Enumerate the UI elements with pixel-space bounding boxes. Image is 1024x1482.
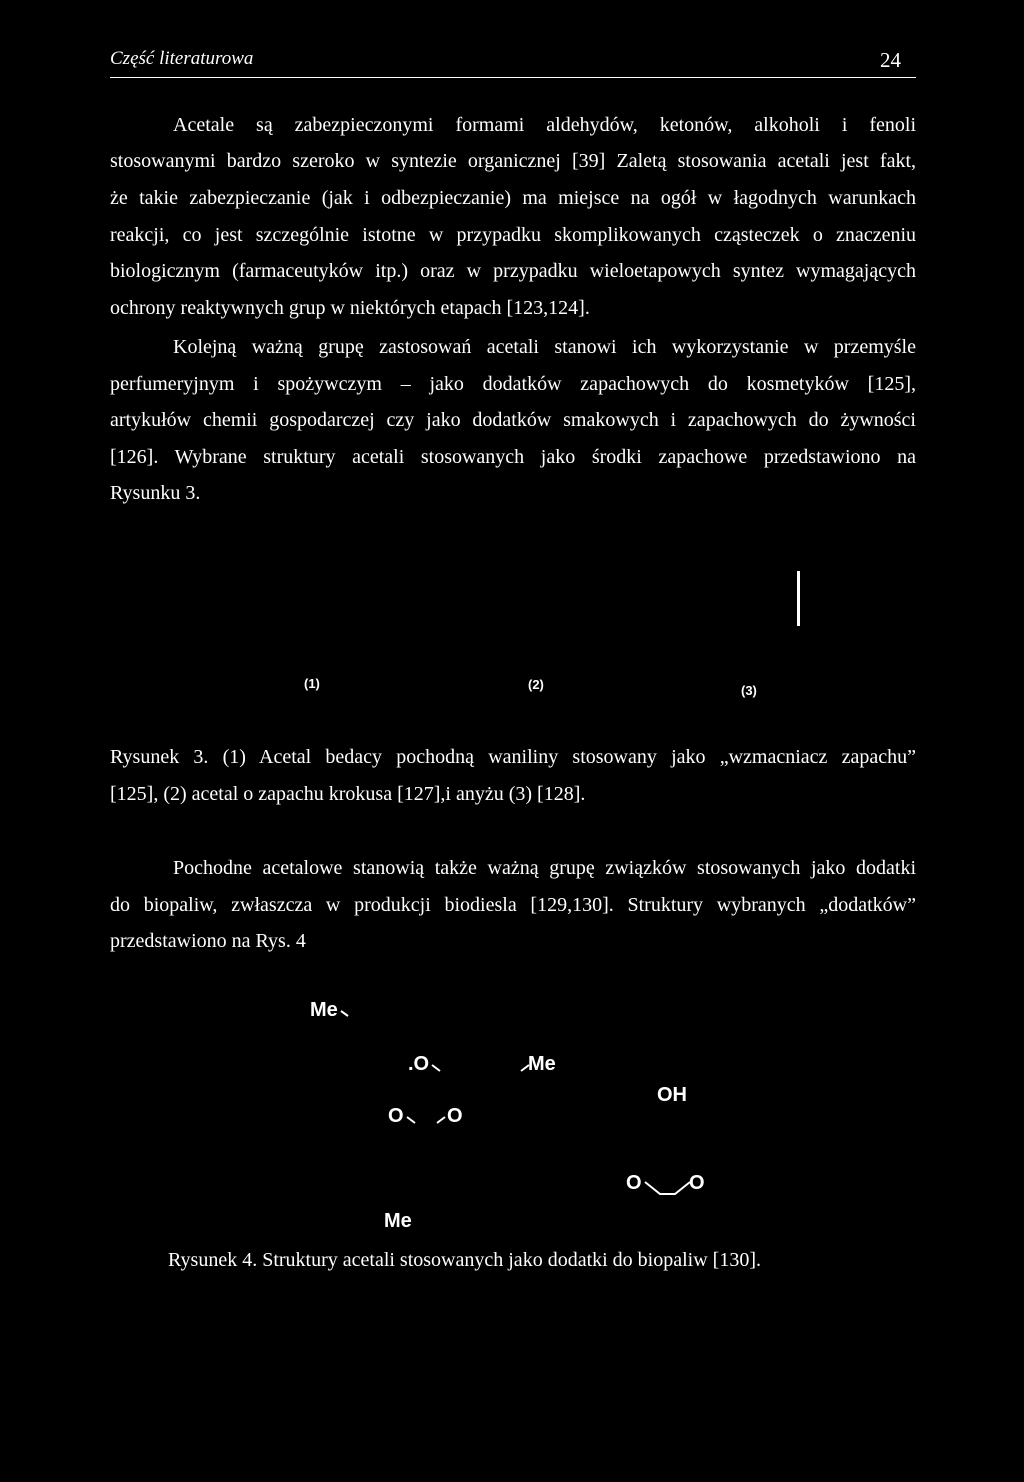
- atom-hydroxyl: OH: [657, 1084, 687, 1106]
- para1-line: Acetale są zabezpieczonymi formami aldehydów, ketonów, alkoholi i fenoli: [173, 114, 916, 136]
- para2-line: artykułów chemii gospodarczej czy jako dodatków smakowych i zapachowych do żywności: [110, 409, 916, 431]
- para2-line: [126]. Wybrane struktury acetali stosowanych jako środki zapachowe przedstawiono na: [110, 446, 916, 468]
- para2-line: Rysunku 3.: [110, 482, 201, 504]
- page-number: 24: [880, 48, 901, 72]
- bond: [341, 1011, 348, 1016]
- para2-line: Kolejną ważną grupę zastosowań acetali stanowi ich wykorzystanie w przemyśle: [173, 336, 916, 358]
- atom-oxygen: O: [626, 1172, 642, 1194]
- figure4-caption: Rysunek 4. Struktury acetali stosowanych jako dodatki do biopaliw [130].: [168, 1249, 761, 1271]
- para2-line: perfumeryjnym i spożywczym – jako dodatków zapachowych do kosmetyków [125],: [110, 373, 916, 395]
- atom-oxygen: O: [689, 1172, 705, 1194]
- bond: [437, 1117, 445, 1123]
- para3-line: Pochodne acetalowe stanowią także ważną grupę związków stosowanych jako dodatki: [173, 857, 916, 879]
- atom-me: Me: [310, 999, 338, 1021]
- para1-line: stosowanymi bardzo szeroko w syntezie organicznej [39] Zaletą stosowania acetali jest fakt,: [110, 150, 916, 172]
- running-header: Część literaturowa: [110, 48, 254, 69]
- para1-line: biologicznym (farmaceutyków itp.) oraz w przypadku wieloetapowych syntez wymagających: [110, 260, 916, 282]
- bond: [521, 1065, 529, 1071]
- structure-label-1: (1): [304, 676, 320, 691]
- atom-me: Me: [384, 1210, 412, 1232]
- bond: [645, 1182, 690, 1194]
- structure-label-3: (3): [741, 683, 757, 698]
- bond: [407, 1117, 415, 1123]
- atom-me: Me: [528, 1053, 556, 1075]
- atom-oxygen: O: [447, 1105, 463, 1127]
- atom-oxygen: O: [388, 1105, 404, 1127]
- figure3-caption-line: [125], (2) acetal o zapachu krokusa [127],i anyżu (3) [128].: [110, 783, 586, 805]
- para1-line: ochrony reaktywnych grup w niektórych etapach [123,124].: [110, 297, 590, 319]
- para1-line: reakcji, co jest szczególnie istotne w przypadku skomplikowanych cząsteczek o znaczeniu: [110, 224, 916, 246]
- para3-line: przedstawiono na Rys. 4: [110, 930, 306, 952]
- figure3-caption-line: Rysunek 3. (1) Acetal bedacy pochodną waniliny stosowany jako „wzmacniacz zapachu”: [110, 746, 916, 768]
- para3-line: do biopaliw, zwłaszcza w produkcji biodiesla [129,130]. Struktury wybranych „dodatków”: [110, 894, 916, 916]
- para1-line: że takie zabezpieczanie (jak i odbezpieczanie) ma miejsce na ogół w łagodnych warunkach: [110, 187, 916, 209]
- structure-label-2: (2): [528, 677, 544, 692]
- atom-oxygen: .O: [408, 1053, 430, 1075]
- bond: [432, 1065, 440, 1071]
